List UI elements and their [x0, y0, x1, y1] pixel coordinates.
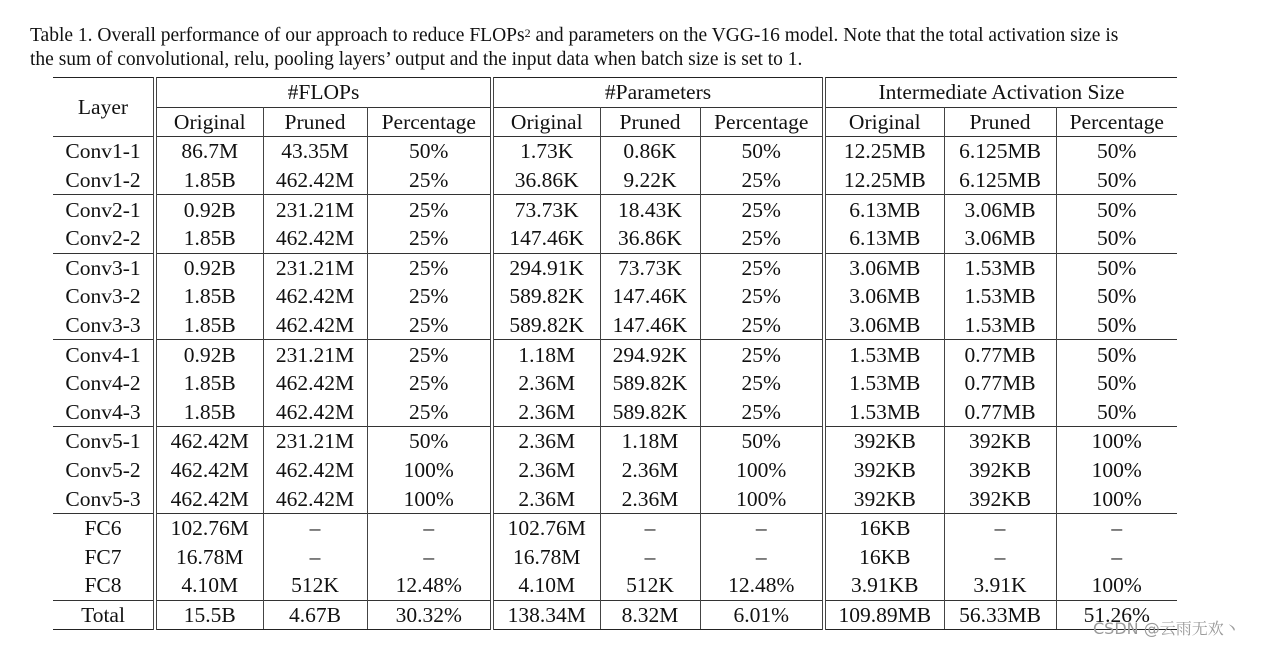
cell-activation-original: 1.53MB — [824, 398, 944, 427]
cell-flops-percentage: – — [367, 513, 492, 542]
cell-params-percentage: 25% — [700, 253, 824, 282]
cell-flops-original: 102.76M — [155, 513, 263, 542]
cell-layer: Conv1-1 — [53, 137, 155, 166]
cell-activation-pruned: 1.53MB — [944, 282, 1056, 311]
cell-layer: Conv5-3 — [53, 484, 155, 513]
cell-layer: FC6 — [53, 513, 155, 542]
cell-flops-original: 462.42M — [155, 484, 263, 513]
cell-flops-pruned: 462.42M — [263, 311, 367, 340]
cell-activation-percentage: 50% — [1056, 340, 1177, 369]
cell-params-original: 2.36M — [492, 427, 600, 456]
cell-flops-percentage: 25% — [367, 224, 492, 253]
cell-layer: Conv5-1 — [53, 427, 155, 456]
cell-activation-percentage: 100% — [1091, 458, 1142, 483]
cell-activation-percentage: 50% — [1097, 313, 1137, 338]
cell-activation-pruned: 6.125MB — [944, 166, 1056, 195]
cell-activation-original: 392KB — [824, 456, 944, 485]
cell-flops-original: 0.92B — [155, 253, 263, 282]
cell-flops-percentage: 100% — [367, 456, 492, 485]
cell-params-pruned: – — [600, 543, 700, 572]
cell-params-pruned: 1.18M — [600, 427, 700, 456]
table-row — [53, 282, 1177, 311]
cell-flops-original: 1.85B — [155, 311, 263, 340]
cell-params-original: 1.73K — [492, 137, 600, 166]
cell-flops-pruned: 43.35M — [263, 137, 367, 166]
cell-flops-pruned: 462.42M — [263, 369, 367, 398]
cell-activation-percentage: 50% — [1056, 195, 1177, 224]
subheader-pruned: Pruned — [600, 107, 700, 137]
cell-layer: Conv5-2 — [53, 456, 155, 485]
cell-layer: Conv3-2 — [53, 282, 155, 311]
cell-params-pruned: 2.36M — [600, 456, 700, 485]
cell-activation-percentage: – — [1111, 544, 1123, 569]
table-row — [53, 543, 1177, 572]
cell-flops-original: 1.85B — [155, 166, 263, 195]
cell-activation-percentage: – — [1056, 513, 1177, 542]
cell-params-original: 589.82K — [492, 311, 600, 340]
cell-layer: FC7 — [53, 543, 155, 572]
table-row — [53, 369, 1177, 398]
cell-activation-percentage: 50% — [1097, 284, 1137, 309]
subheader-pruned: Pruned — [944, 107, 1056, 137]
cell-params-percentage: 12.48% — [700, 571, 824, 600]
subheader-percentage: Percentage — [1056, 107, 1177, 137]
cell-activation-original: 1.53MB — [824, 340, 944, 369]
cell-activation-original: 12.25MB — [824, 166, 944, 195]
cell-activation-percentage: 100% — [1056, 427, 1177, 456]
footnote-mark: 2 — [524, 26, 531, 40]
cell-flops-percentage: 25% — [367, 195, 492, 224]
cell-flops-percentage: 25% — [367, 340, 492, 369]
cell-params-pruned: 147.46K — [600, 282, 700, 311]
cell-layer: Conv1-2 — [53, 166, 155, 195]
cell-params-original: 2.36M — [492, 398, 600, 427]
cell-params-original: 589.82K — [492, 282, 600, 311]
cell-params-pruned: 73.73K — [600, 253, 700, 282]
cell-flops-pruned: – — [263, 543, 367, 572]
cell-activation-pruned: 6.125MB — [944, 137, 1056, 166]
header-layer: Layer — [53, 78, 155, 137]
cell-params-original: 2.36M — [492, 456, 600, 485]
cell-activation-percentage: 50% — [1097, 399, 1137, 424]
cell-params-original: 73.73K — [492, 195, 600, 224]
cell-flops-percentage: 50% — [367, 137, 492, 166]
cell-flops-pruned: 231.21M — [263, 427, 367, 456]
cell-activation-pruned: 392KB — [944, 427, 1056, 456]
cell-params-original: 294.91K — [492, 253, 600, 282]
cell-activation-original: 6.13MB — [824, 224, 944, 253]
cell-params-pruned: 8.32M — [600, 600, 700, 630]
cell-flops-percentage: 100% — [367, 484, 492, 513]
table-row — [53, 456, 1177, 485]
cell-flops-pruned: 231.21M — [263, 195, 367, 224]
cell-activation-pruned: 0.77MB — [944, 340, 1056, 369]
cell-activation-original: 16KB — [824, 513, 944, 542]
subheader-original: Original — [492, 107, 600, 137]
cell-flops-original: 15.5B — [155, 600, 263, 630]
cell-flops-original: 0.92B — [155, 340, 263, 369]
cell-params-original: 4.10M — [492, 571, 600, 600]
cell-activation-percentage: 50% — [1097, 371, 1137, 396]
cell-flops-percentage: 30.32% — [367, 600, 492, 630]
cell-activation-original: 392KB — [824, 484, 944, 513]
cell-activation-original: 1.53MB — [824, 369, 944, 398]
table-row — [53, 253, 1177, 282]
cell-flops-pruned: 512K — [263, 571, 367, 600]
cell-params-original: 36.86K — [492, 166, 600, 195]
cell-params-percentage: 25% — [700, 166, 824, 195]
table-row — [53, 311, 1177, 340]
cell-params-pruned: 36.86K — [600, 224, 700, 253]
cell-flops-pruned: 462.42M — [263, 398, 367, 427]
cell-layer: Conv3-3 — [53, 311, 155, 340]
cell-activation-pruned: – — [944, 513, 1056, 542]
cell-flops-pruned: 231.21M — [263, 253, 367, 282]
cell-flops-original: 1.85B — [155, 398, 263, 427]
watermark: CSDN @云雨无欢丶 — [1093, 619, 1240, 638]
cell-params-percentage: – — [700, 513, 824, 542]
cell-params-original: 147.46K — [492, 224, 600, 253]
cell-activation-pruned: 392KB — [944, 456, 1056, 485]
cell-activation-original: 12.25MB — [824, 137, 944, 166]
cell-activation-pruned: 1.53MB — [944, 253, 1056, 282]
cell-params-percentage: 25% — [700, 311, 824, 340]
cell-params-original: 16.78M — [492, 543, 600, 572]
cell-flops-percentage: 25% — [367, 311, 492, 340]
cell-flops-percentage: 50% — [367, 427, 492, 456]
subheader-original: Original — [155, 107, 263, 137]
cell-params-original: 2.36M — [492, 369, 600, 398]
cell-flops-percentage: 25% — [367, 166, 492, 195]
cell-params-percentage: 100% — [700, 456, 824, 485]
cell-flops-percentage: – — [367, 543, 492, 572]
cell-activation-pruned: 392KB — [944, 484, 1056, 513]
cell-layer: Conv4-2 — [53, 369, 155, 398]
cell-params-pruned: 512K — [600, 571, 700, 600]
table-row — [53, 571, 1177, 600]
cell-activation-original: 3.06MB — [824, 311, 944, 340]
cell-activation-pruned: 56.33MB — [944, 600, 1056, 630]
header-flops: #FLOPs — [155, 78, 492, 108]
caption-text: Table 1. Overall performance of our approach to reduce FLOPs — [30, 25, 525, 46]
cell-params-percentage: 50% — [700, 427, 824, 456]
cell-params-pruned: 2.36M — [600, 484, 700, 513]
cell-params-percentage: – — [700, 543, 824, 572]
cell-activation-original: 3.06MB — [824, 282, 944, 311]
cell-activation-original: 392KB — [824, 427, 944, 456]
cell-flops-pruned: 462.42M — [263, 282, 367, 311]
cell-flops-original: 1.85B — [155, 282, 263, 311]
table-row — [53, 600, 1177, 630]
cell-flops-original: 462.42M — [155, 427, 263, 456]
cell-layer: Conv3-1 — [53, 253, 155, 282]
cell-activation-pruned: 0.77MB — [944, 398, 1056, 427]
cell-params-pruned: 9.22K — [600, 166, 700, 195]
cell-flops-pruned: 462.42M — [263, 484, 367, 513]
cell-activation-percentage: 51.26% — [1056, 600, 1177, 630]
cell-activation-original: 109.89MB — [824, 600, 944, 630]
table-row — [53, 195, 1177, 224]
cell-params-pruned: 589.82K — [600, 369, 700, 398]
table-row — [53, 427, 1177, 456]
cell-activation-percentage: 50% — [1097, 168, 1137, 193]
cell-flops-pruned: 462.42M — [263, 224, 367, 253]
cell-activation-original: 16KB — [824, 543, 944, 572]
cell-layer: Conv2-2 — [53, 224, 155, 253]
cell-params-pruned: 147.46K — [600, 311, 700, 340]
cell-flops-percentage: 25% — [367, 253, 492, 282]
cell-flops-original: 0.92B — [155, 195, 263, 224]
cell-activation-percentage: 50% — [1097, 226, 1137, 251]
cell-flops-original: 86.7M — [155, 137, 263, 166]
cell-activation-percentage: 50% — [1056, 137, 1177, 166]
table-row — [53, 484, 1177, 513]
table-row — [53, 166, 1177, 195]
cell-flops-pruned: 462.42M — [263, 456, 367, 485]
table-row — [53, 224, 1177, 253]
cell-flops-pruned: – — [263, 513, 367, 542]
table-row — [53, 340, 1177, 369]
table-caption — [30, 24, 1260, 72]
cell-flops-pruned: 4.67B — [263, 600, 367, 630]
cell-params-pruned: – — [600, 513, 700, 542]
cell-params-percentage: 25% — [700, 195, 824, 224]
cell-activation-pruned: 3.91K — [944, 571, 1056, 600]
cell-layer: Conv4-3 — [53, 398, 155, 427]
cell-params-original: 102.76M — [492, 513, 600, 542]
table-row — [53, 513, 1177, 542]
cell-params-percentage: 100% — [700, 484, 824, 513]
caption-text: and parameters on the VGG-16 model. Note that the total activation size is — [530, 25, 1119, 46]
header-activation-size: Intermediate Activation Size — [824, 78, 1177, 108]
cell-params-percentage: 50% — [700, 137, 824, 166]
cell-flops-percentage: 25% — [367, 369, 492, 398]
cell-activation-pruned: 3.06MB — [944, 224, 1056, 253]
cell-flops-percentage: 12.48% — [367, 571, 492, 600]
subheader-pruned: Pruned — [263, 107, 367, 137]
cell-activation-pruned: 1.53MB — [944, 311, 1056, 340]
cell-flops-original: 1.85B — [155, 369, 263, 398]
cell-flops-pruned: 462.42M — [263, 166, 367, 195]
vgg16-performance-table — [53, 77, 1177, 630]
cell-flops-pruned: 231.21M — [263, 340, 367, 369]
cell-activation-percentage: 100% — [1091, 486, 1142, 511]
cell-params-percentage: 25% — [700, 340, 824, 369]
table-row — [53, 137, 1177, 166]
cell-flops-percentage: 25% — [367, 398, 492, 427]
cell-activation-pruned: 3.06MB — [944, 195, 1056, 224]
cell-params-original: 1.18M — [492, 340, 600, 369]
cell-flops-original: 1.85B — [155, 224, 263, 253]
cell-activation-original: 6.13MB — [824, 195, 944, 224]
cell-flops-original: 4.10M — [155, 571, 263, 600]
cell-activation-original: 3.06MB — [824, 253, 944, 282]
cell-activation-pruned: 0.77MB — [944, 369, 1056, 398]
cell-flops-original: 462.42M — [155, 456, 263, 485]
cell-params-pruned: 294.92K — [600, 340, 700, 369]
cell-params-percentage: 25% — [700, 224, 824, 253]
cell-params-percentage: 6.01% — [700, 600, 824, 630]
cell-params-pruned: 18.43K — [600, 195, 700, 224]
header-parameters: #Parameters — [492, 78, 824, 108]
cell-params-percentage: 25% — [700, 369, 824, 398]
subheader-percentage: Percentage — [700, 107, 824, 137]
cell-layer: FC8 — [53, 571, 155, 600]
cell-params-pruned: 0.86K — [600, 137, 700, 166]
cell-params-percentage: 25% — [700, 282, 824, 311]
cell-activation-pruned: – — [944, 543, 1056, 572]
cell-layer: Conv2-1 — [53, 195, 155, 224]
cell-params-pruned: 589.82K — [600, 398, 700, 427]
subheader-original: Original — [824, 107, 944, 137]
subheader-percentage: Percentage — [367, 107, 492, 137]
cell-params-percentage: 25% — [700, 398, 824, 427]
cell-layer: Total — [53, 600, 155, 630]
cell-params-original: 138.34M — [492, 600, 600, 630]
cell-params-original: 2.36M — [492, 484, 600, 513]
cell-flops-percentage: 25% — [367, 282, 492, 311]
cell-flops-original: 16.78M — [155, 543, 263, 572]
table-row — [53, 398, 1177, 427]
cell-activation-percentage: 100% — [1091, 573, 1142, 598]
cell-layer: Conv4-1 — [53, 340, 155, 369]
caption-text: the sum of convolutional, relu, pooling layers’ output and the input data when batch size is set to 1. — [30, 49, 803, 70]
cell-activation-original: 3.91KB — [824, 571, 944, 600]
table-body — [53, 137, 1177, 630]
cell-activation-percentage: 50% — [1056, 253, 1177, 282]
